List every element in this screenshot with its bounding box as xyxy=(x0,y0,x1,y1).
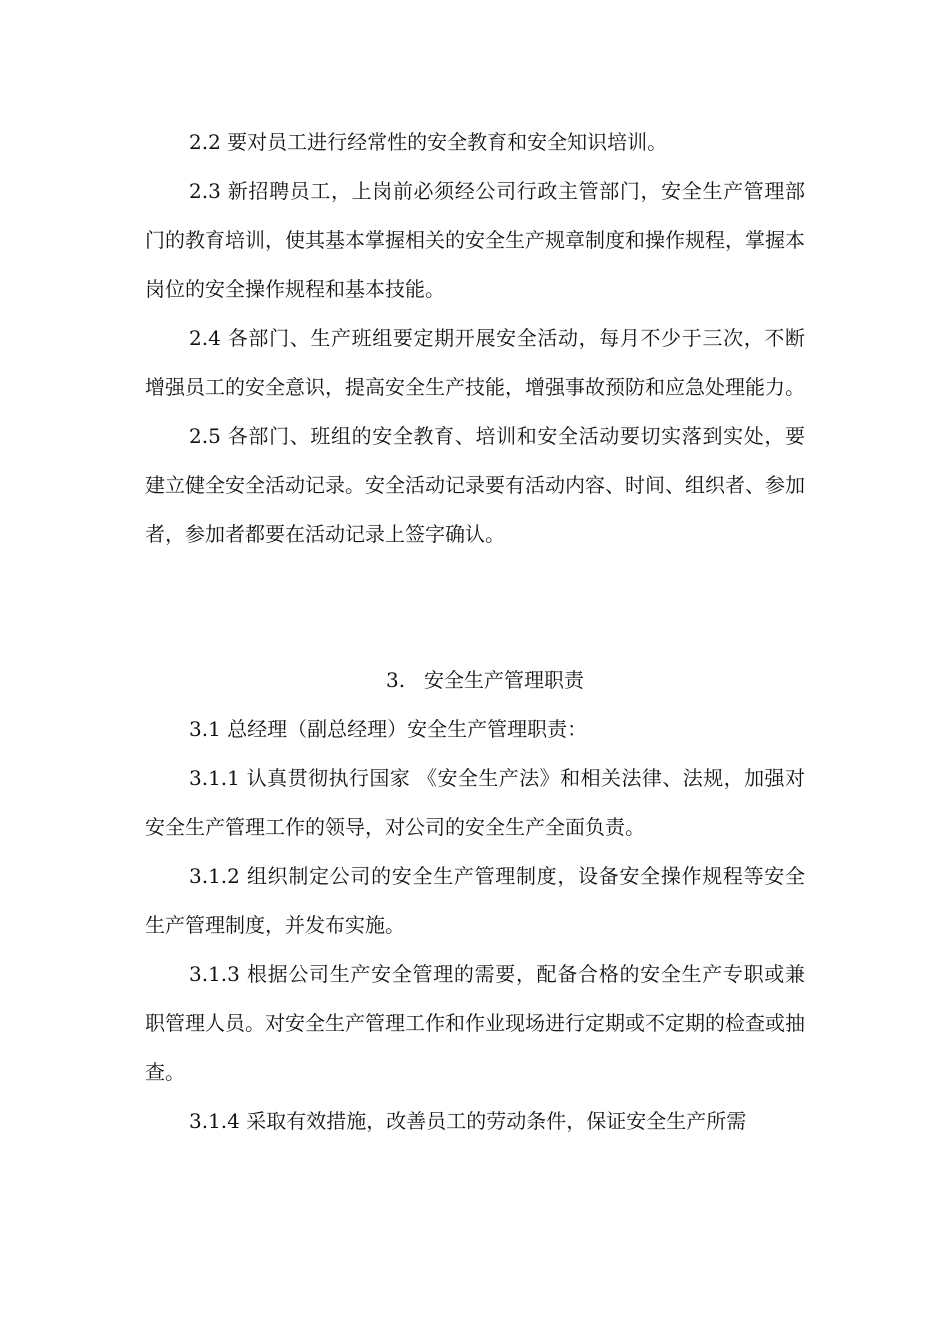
paragraph-2-5: 2.5 各部门、班组的安全教育、培训和安全活动要切实落到实处，要建立健全安全活动记录。安全活动记录要有活动内容、时间、组织者、参加者，参加者都要在活动记录上签字确认。 xyxy=(145,424,805,546)
paragraph-3-1-4: 3.1.4 采取有效措施，改善员工的劳动条件，保证安全生产所需 xyxy=(189,1109,747,1133)
section-number: 3. xyxy=(386,668,406,692)
paragraph-2-3: 2.3 新招聘员工，上岗前必须经公司行政主管部门，安全生产管理部门的教育培训，使其基本掌握相关的安全生产规章制度和操作规程，掌握本岗位的安全操作规程和基本技能。 xyxy=(145,179,805,301)
document-body xyxy=(145,118,805,1146)
section-heading xyxy=(145,656,805,705)
paragraph-3-1-2: 3.1.2 组织制定公司的安全生产管理制度，设备安全操作规程等安全生产管理制度，并发布实施。 xyxy=(145,864,805,937)
section-title-text: 安全生产管理职责 xyxy=(424,668,584,692)
paragraph-3-1: 3.1 总经理（副总经理）安全生产管理职责： xyxy=(189,717,588,741)
paragraph-2-2: 2.2 要对员工进行经常性的安全教育和安全知识培训。 xyxy=(189,130,668,154)
paragraph-3-1-3: 3.1.3 根据公司生产安全管理的需要，配备合格的安全生产专职或兼职管理人员。对安全生产管理工作和作业现场进行定期或不定期的检查或抽查。 xyxy=(145,962,805,1084)
paragraph-2-4: 2.4 各部门、生产班组要定期开展安全活动，每月不少于三次，不断增强员工的安全意识，提高安全生产技能，增强事故预防和应急处理能力。 xyxy=(145,326,805,399)
paragraph-3-1-1: 3.1.1 认真贯彻执行国家 《安全生产法》和相关法律、法规，加强对安全生产管理工作的领导，对公司的安全生产全面负责。 xyxy=(145,766,805,839)
